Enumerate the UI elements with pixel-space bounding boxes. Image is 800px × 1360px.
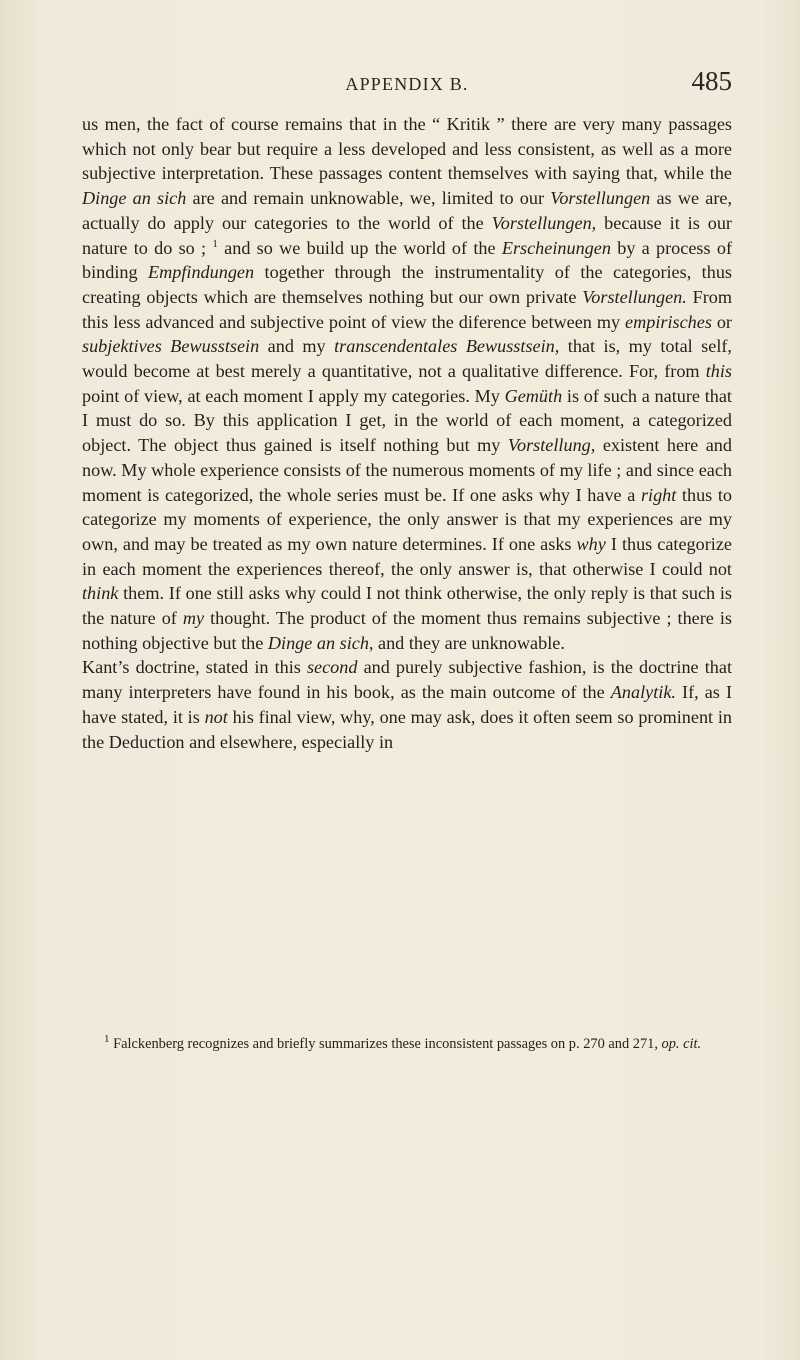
text-run: and they are unknowable. [373, 632, 565, 653]
italic-term: not [204, 706, 228, 727]
text-run: If, as I have stated, it is [82, 682, 732, 727]
footnote-text [82, 1034, 732, 1054]
text-run: and so we build up the world of the [217, 237, 502, 258]
text-run: as we are, actually do apply our categories to the world of the [82, 188, 732, 233]
text-run: them. If one still asks why could I not think otherwise, the only reply is that such is the nature of [82, 583, 732, 629]
italic-term: Dinge an sich, [267, 632, 374, 653]
italic-term: Analytik. [610, 682, 676, 703]
text-run: thus to categorize my moments of experience, the only answer is that my experiences are my own, and may be treated as my own nature determines. If one asks [82, 484, 733, 554]
italic-term: second [306, 657, 358, 678]
paragraph-2 [82, 655, 732, 754]
text-run: point of view, at each moment I apply my categories. My [82, 385, 505, 406]
italic-term: subjektives Bewusstsein [82, 336, 260, 357]
text-run: From this less advanced and subjective point of view the diference between my [82, 286, 732, 332]
italic-term: Vorstellungen, [491, 212, 597, 233]
text-run: Falckenberg recognizes and briefly summarizes these inconsistent passages on p. 270 and 271, [109, 1036, 662, 1052]
italic-term: Dinge an sich [82, 188, 187, 209]
text-run: and my [259, 336, 335, 357]
text-run: existent here and now. My whole experience consists of the numerous moments of my life ; and since each moment is categorized, the whole series must be. If one asks why I have a [82, 435, 732, 505]
running-head: APPENDIX B. [345, 74, 469, 94]
italic-term: Vorstellung, [507, 435, 596, 456]
italic-term: op. cit. [661, 1036, 702, 1052]
italic-term: why [576, 533, 606, 554]
italic-term: my [182, 608, 205, 629]
text-run: because it is our nature to do so ; [82, 212, 732, 258]
body-text [82, 112, 732, 754]
paragraph-1 [82, 112, 732, 655]
italic-term: think [82, 583, 119, 604]
text-run: or [711, 311, 732, 332]
italic-term: Vorstellungen [550, 188, 651, 209]
text-run: us men, the fact of course remains that in the “ Kritik ” there are very many passages which not only bear but require a less developed and less consistent, as well as a more subjective interpretation. These passages content themselves with saying that, while the [82, 114, 732, 184]
footnote-reference: 1 [212, 237, 218, 250]
text-run: by a process of binding [82, 237, 732, 283]
text-run: is of such a nature that I must do so. By this application I get, in the world of each moment, a categorized object. The object thus gained is itself nothing but my [82, 385, 732, 456]
italic-term: Empfindungen [148, 262, 255, 283]
italic-term: Gemüth [504, 385, 563, 406]
text-run: thought. The product of the moment thus remains subjective ; there is nothing objective but the [82, 608, 733, 653]
italic-term: Erscheinungen [501, 237, 611, 258]
italic-term: empirisches [625, 311, 712, 332]
page-number: 485 [691, 66, 732, 96]
italic-term: this [705, 361, 732, 382]
text-run: together through the instrumentality of the categories, thus creating objects which are themselves nothing but our own private [82, 262, 732, 307]
text-run: and purely subjective fashion, is the doctrine that many interpreters have found in his book, as the main outcome of the [82, 657, 732, 703]
page-header [82, 66, 732, 102]
text-run: are and remain unknowable, we, limited to our [186, 188, 551, 209]
italic-term: Vorstellungen. [582, 286, 687, 307]
text-run: Kant’s doctrine, stated in this [82, 657, 307, 678]
text-run: his final view, why, one may ask, does it often seem so prominent in the Deduction and elsewhere, especially in [82, 706, 732, 752]
footnote [82, 1034, 732, 1054]
text-run: I thus categorize in each moment the experiences thereof, the only answer is, that otherwise I could not [82, 533, 732, 579]
text-run: that is, my total self, would become at best merely a quantitative, not a qualitative difference. For, from [82, 336, 732, 382]
footnote-marker: 1 [104, 1033, 110, 1046]
italic-term: transcendentales Bewusstsein, [334, 336, 560, 357]
italic-term: right [640, 484, 677, 505]
